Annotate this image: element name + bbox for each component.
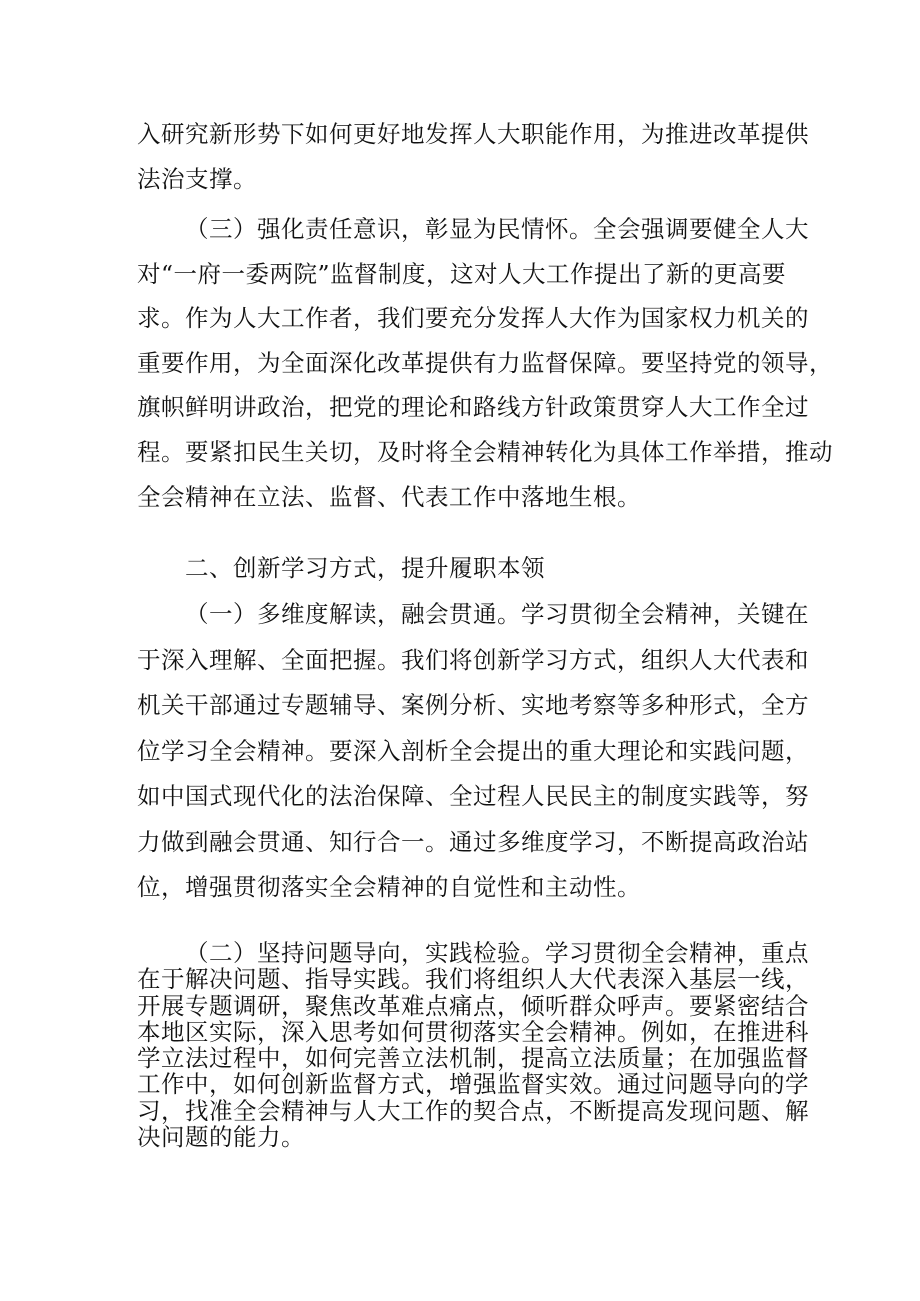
paragraph-section-2-1 [137,592,817,911]
text-line: （二）坚持问题导向，实践检验。学习贯彻全会精神，重点 [185,939,809,967]
text-line: 本地区实际，深入思考如何贯彻落实全会精神。例如，在推进科 [137,1017,809,1046]
text-line: 于深入理解、全面把握。我们将创新学习方式，组织人大代表和 [137,645,809,674]
paragraph-section-2-2 [137,940,817,1150]
paragraph-continuation [137,112,817,202]
text-line: 开展专题调研，聚焦改革难点痛点，倾听群众呼声。要紧密结合 [137,991,809,1020]
text-line: 机关干部通过专题辅导、案例分析、实地考察等多种形式，全方 [137,691,809,719]
text-line: 重要作用，为全面深化改革提供有力监督保障。要坚持党的领导， [137,348,833,377]
text-line: （一）多维度解读，融会贯通。学习贯彻全会精神，关键在 [185,600,809,628]
text-line: 学立法过程中，如何完善立法机制，提高立法质量；在加强监督 [137,1044,809,1073]
heading-text: 二、创新学习方式，提升履职本领 [185,554,545,582]
text-line: 法治支撑。 [137,165,257,193]
text-line: 求。作为人大工作者，我们要充分发挥人大作为国家权力机关的 [137,304,809,333]
text-line: 程。要紧扣民生关切，及时将全会精神转化为具体工作举措，推动 [137,437,833,466]
text-line: 全会精神在立法、监督、代表工作中落地生根。 [137,482,641,511]
section-heading-2 [137,546,817,591]
text-line: 旗帜鲜明讲政治，把党的理论和路线方针政策贯穿人大工作全过 [137,393,809,422]
text-line: 习，找准全会精神与人大工作的契合点，不断提高发现问题、解 [137,1096,809,1125]
paragraph-section-1-3 [137,207,833,519]
text-line: 决问题的能力。 [137,1123,305,1152]
text-line: 如中国式现代化的法治保障、全过程人民民主的制度实践等，努 [137,782,809,810]
text-line: 对“一府一委两院”监督制度，这对人大工作提出了新的更高要 [137,259,787,288]
text-line: 工作中，如何创新监督方式，增强监督实效。通过问题导向的学 [137,1070,809,1099]
text-line: （三）强化责任意识，彰显为民情怀。全会强调要健全人大 [185,215,809,243]
text-line: 位，增强贯彻落实全会精神的自觉性和主动性。 [137,873,641,901]
text-line: 力做到融会贯通、知行合一。通过多维度学习，不断提高政治站 [137,827,809,856]
text-line: 在于解决问题、指导实践。我们将组织人大代表深入基层一线， [137,965,809,994]
text-line: 位学习全会精神。要深入剖析全会提出的重大理论和实践问题， [137,736,809,765]
text-line: 入研究新形势下如何更好地发挥人大职能作用，为推进改革提供 [137,120,809,148]
